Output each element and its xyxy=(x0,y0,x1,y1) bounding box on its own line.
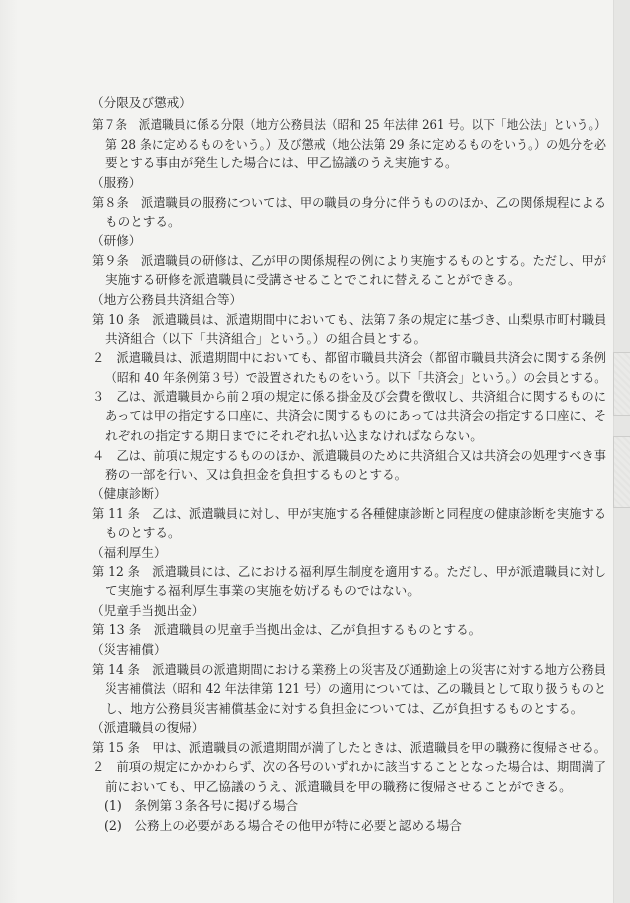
paragraph-line: 共済組合（以下「共済組合」という。）の組合員とする。 xyxy=(105,331,427,346)
paragraph-line: 第 15 条 甲は、派遣職員の派遣期間が満了したときは、派遣職員を甲の職務に復帰させる。 xyxy=(92,740,606,755)
paragraph-line: ２ 前項の規定にかかわらず、次の各号のいずれかに該当することとなった場合は、期間満了 xyxy=(92,759,606,774)
section-heading: （研修） xyxy=(91,233,142,248)
paragraph-line: て実施する福利厚生事業の実施を妨げるものではない。 xyxy=(105,583,420,598)
paragraph-line: ４ 乙は、前項に規定するもののほか、派遣職員のために共済組合又は共済会の処理すべき事 xyxy=(92,448,606,463)
paragraph-line: 第 13 条 派遣職員の児童手当拠出金は、乙が負担するものとする。 xyxy=(92,622,482,637)
paragraph-line: 前においても、甲乙協議のうえ、派遣職員を甲の職務に復帰させることができる。 xyxy=(105,779,572,794)
paragraph-line: 第９条 派遣職員の研修は、乙が甲の関係規程の例により実施するものとする。ただし、甲が xyxy=(92,253,606,268)
paragraph-line: 災害補償法（昭和 42 年法律第 121 号）の適用については、乙の職員として取り扱うものと xyxy=(105,681,606,696)
paragraph-line: ３ 乙は、派遣職員から前２項の規定に係る掛金及び会費を徴収し、共済組合に関するものに xyxy=(92,389,606,404)
section-heading: （児童手当拠出金） xyxy=(91,603,205,618)
section-heading: （派遣職員の復帰） xyxy=(91,720,205,735)
paragraph-line: ものとする。 xyxy=(105,214,181,229)
section-heading: （福利厚生） xyxy=(91,545,167,560)
paragraph-line: あっては甲の指定する口座に、共済会に関するものにあっては共済会の指定する口座に、そ xyxy=(105,408,607,423)
section-heading: （災害補償） xyxy=(91,642,167,657)
section-heading: （分限及び懲戒） xyxy=(91,95,192,110)
paragraph-line: 第８条 派遣職員の服務については、甲の職員の身分に伴うもののほか、乙の関係規程による xyxy=(92,195,606,210)
paragraph-line: ものとする。 xyxy=(105,525,181,540)
paragraph-line: れぞれの指定する期日までにそれぞれ払い込まなければならない。 xyxy=(105,428,483,443)
paragraph-line: 第 12 条 派遣職員には、乙における福利厚生制度を適用する。ただし、甲が派遣職員に対し xyxy=(92,564,606,579)
paragraph-line: 実施する研修を派遣職員に受講させることでこれに替えることができる。 xyxy=(105,272,521,287)
list-item: (2) 公務上の必要がある場合その他甲が特に必要と認める場合 xyxy=(104,818,462,833)
paragraph-line: 第 14 条 派遣職員の派遣期間における業務上の災害及び通勤途上の災害に対する地方公務員 xyxy=(92,662,606,677)
paragraph-line: 第 10 条 派遣職員は、派遣期間中においても、法第７条の規定に基づき、山梨県市町村職員 xyxy=(92,312,607,327)
paragraph-line: し、地方公務員災害補償基金に対する負担金については、乙が負担するものとする。 xyxy=(105,701,584,716)
paragraph-line: 要とする事由が発生した場合には、甲乙協議のうえ実施する。 xyxy=(105,155,458,170)
paragraph-line: 第 11 条 乙は、派遣職員に対し、甲が実施する各種健康診断と同程度の健康診断を実施する xyxy=(92,506,606,521)
paragraph-line: ２ 派遣職員は、派遣期間中においても、都留市職員共済会（都留市職員共済会に関する条例 xyxy=(92,350,606,365)
paragraph-line: 第７条 派遣職員に係る分限（地方公務員法（昭和 25 年法律 261 号。以下「地公法」という。） xyxy=(92,117,606,132)
section-heading: （服務） xyxy=(91,175,142,190)
paragraph-line: 第 28 条に定めるものをいう。）及び懲戒（地公法第 29 条に定めるものをいう。）の処分を必 xyxy=(105,137,606,152)
section-heading: （地方公務員共済組合等） xyxy=(91,292,243,307)
list-item: (1) 条例第３条各号に掲げる場合 xyxy=(104,798,299,813)
paragraph-line: 務の一部を行い、又は負担金を負担するものとする。 xyxy=(105,467,408,482)
paragraph-line: （昭和 40 年条例第３号）で設置されたものをいう。以下「共済会」という。）の会員とする。 xyxy=(105,370,607,385)
section-heading: （健康診断） xyxy=(91,486,167,501)
